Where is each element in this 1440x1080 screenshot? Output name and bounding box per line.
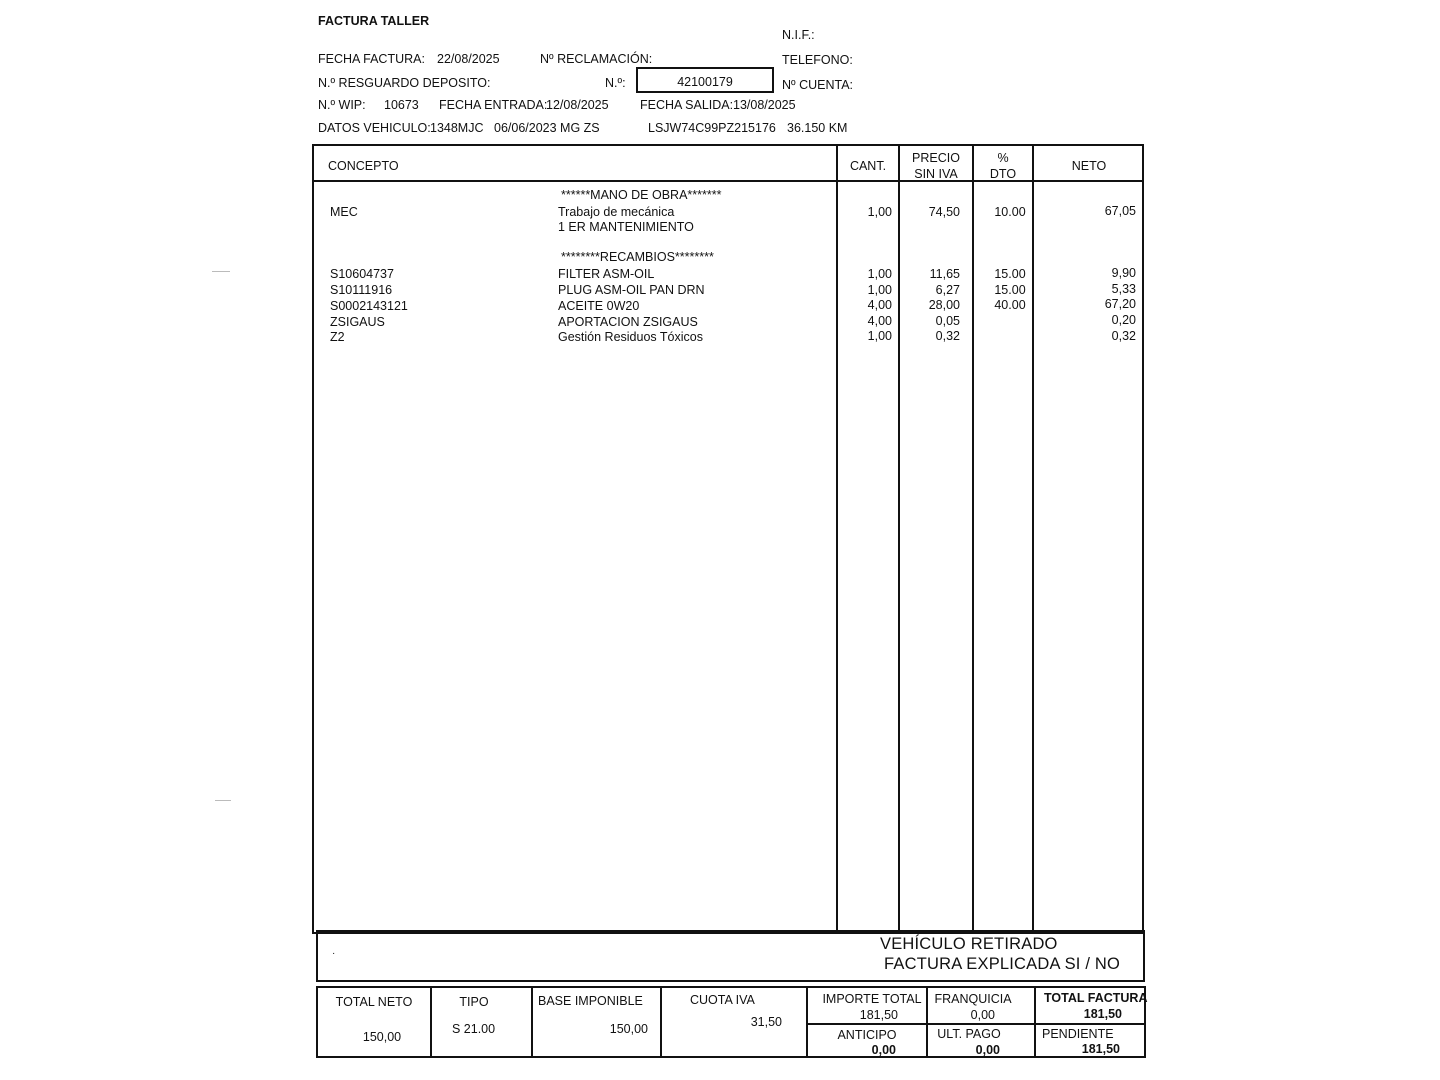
fecha-salida-value: 13/08/2025 — [733, 98, 796, 112]
col-divider — [836, 144, 838, 934]
numero-value: 42100179 — [677, 75, 733, 89]
part-desc: APORTACION ZSIGAUS — [558, 315, 698, 329]
wip-label: N.º WIP: — [318, 98, 366, 112]
telefono-label: TELEFONO: — [782, 53, 853, 67]
part-precio: 6,27 — [935, 283, 960, 297]
importe-total-value: 181,50 — [859, 1008, 898, 1022]
total-factura-value: 181,50 — [1083, 1007, 1122, 1021]
col-header-neto: NETO — [1071, 159, 1107, 173]
part-precio: 28,00 — [928, 298, 960, 312]
col-header-dto-2: DTO — [989, 167, 1017, 181]
part-code: Z2 — [330, 330, 345, 344]
part-desc: Gestión Residuos Tóxicos — [558, 330, 703, 344]
labor-desc-2: 1 ER MANTENIMIENTO — [558, 220, 694, 234]
scan-mark — [215, 800, 231, 801]
section-recambios: ********RECAMBIOS******** — [561, 250, 714, 264]
part-dto: 40.00 — [994, 298, 1026, 312]
items-table — [312, 144, 1144, 934]
ult-pago-label: ULT. PAGO — [937, 1027, 1001, 1041]
part-neto: 5,33 — [1111, 282, 1136, 296]
part-cant: 1,00 — [867, 267, 892, 281]
document-title: FACTURA TALLER — [318, 14, 430, 28]
part-code: S10111916 — [330, 283, 393, 297]
anticipo-value: 0,00 — [871, 1043, 896, 1057]
wip-value: 10673 — [384, 98, 419, 112]
base-imponible-label: BASE IMPONIBLE — [538, 994, 643, 1008]
labor-code: MEC — [330, 205, 358, 219]
col-header-precio-2: SIN IVA — [914, 167, 958, 181]
anticipo-label: ANTICIPO — [837, 1028, 897, 1042]
part-cant: 4,00 — [867, 314, 892, 328]
cuenta-label: Nº CUENTA: — [782, 78, 854, 92]
scan-mark — [212, 271, 230, 272]
tipo-label: TIPO — [459, 995, 489, 1009]
base-imponible-value: 150,00 — [609, 1022, 648, 1036]
numero-label: N.º: — [605, 76, 626, 90]
part-precio: 11,65 — [929, 267, 960, 281]
part-desc: ACEITE 0W20 — [558, 299, 640, 313]
franquicia-label: FRANQUICIA — [934, 992, 1012, 1006]
cuota-iva-label: CUOTA IVA — [690, 993, 755, 1007]
col-divider — [1032, 144, 1034, 934]
col-header-precio-1: PRECIO — [912, 151, 960, 165]
resguardo-label: N.º RESGUARDO DEPOSITO: — [318, 76, 491, 90]
part-cant: 1,00 — [867, 329, 892, 343]
part-neto: 0,32 — [1111, 329, 1136, 343]
part-neto: 9,90 — [1111, 266, 1136, 280]
nif-label: N.I.F.: — [782, 28, 815, 42]
col-divider — [898, 144, 900, 934]
fecha-entrada-label: FECHA ENTRADA: — [439, 98, 548, 112]
ult-pago-value: 0,00 — [975, 1043, 1000, 1057]
part-code: ZSIGAUS — [330, 315, 385, 329]
col-header-concepto: CONCEPTO — [328, 159, 399, 173]
pendiente-value: 181,50 — [1081, 1042, 1120, 1056]
part-neto: 67,20 — [1104, 297, 1136, 311]
part-desc: FILTER ASM-OIL — [558, 267, 655, 281]
col-header-cant: CANT. — [849, 159, 887, 173]
numero-box — [636, 67, 774, 93]
part-precio: 0,05 — [935, 314, 960, 328]
part-precio: 0,32 — [935, 329, 960, 343]
factura-explicada-text: FACTURA EXPLICADA SI / NO — [884, 955, 1121, 973]
fecha-entrada-value: 12/08/2025 — [546, 98, 609, 112]
part-code: S10604737 — [330, 267, 394, 281]
totals-row-divider — [806, 1023, 1146, 1025]
importe-total-label: IMPORTE TOTAL — [822, 992, 922, 1006]
tipo-value: S 21.00 — [452, 1022, 496, 1036]
notes-dot: · — [332, 948, 336, 959]
part-neto: 0,20 — [1111, 313, 1136, 327]
part-cant: 4,00 — [867, 298, 892, 312]
cuota-iva-value: 31,50 — [750, 1015, 782, 1029]
franquicia-value: 0,00 — [970, 1008, 995, 1022]
reclamacion-label: Nº RECLAMACIÓN: — [540, 52, 653, 66]
part-desc: PLUG ASM-OIL PAN DRN — [558, 283, 705, 297]
col-header-dto-1: % — [997, 151, 1009, 165]
pendiente-label: PENDIENTE — [1042, 1027, 1114, 1041]
total-factura-label: TOTAL FACTURA — [1044, 991, 1148, 1005]
fecha-factura-label: FECHA FACTURA: — [318, 52, 425, 66]
part-dto: 15.00 — [994, 267, 1026, 281]
section-mano-obra: ******MANO DE OBRA******* — [561, 188, 722, 202]
matricula-value: 1348MJC — [430, 121, 484, 135]
part-dto: 15.00 — [994, 283, 1026, 297]
fecha-factura-value: 22/08/2025 — [437, 52, 500, 66]
vehiculo-retirado-text: VEHÍCULO RETIRADO — [880, 935, 1058, 953]
labor-dto: 10.00 — [994, 205, 1026, 219]
fecha-salida-label: FECHA SALIDA: — [640, 98, 734, 112]
datos-vehiculo-label: DATOS VEHICULO: — [318, 121, 431, 135]
labor-neto: 67,05 — [1104, 204, 1136, 218]
total-neto-label: TOTAL NETO — [335, 995, 413, 1009]
part-code: S0002143121 — [330, 299, 408, 313]
bastidor-value: LSJW74C99PZ215176 — [648, 121, 776, 135]
part-cant: 1,00 — [867, 283, 892, 297]
labor-precio: 74,50 — [928, 205, 960, 219]
vehiculo-value: 06/06/2023 MG ZS — [494, 121, 600, 135]
labor-cant: 1,00 — [867, 205, 892, 219]
total-neto-value: 150,00 — [362, 1030, 402, 1044]
labor-desc: Trabajo de mecánica — [558, 205, 675, 219]
notes-box — [316, 930, 1145, 982]
kilometros-value: 36.150 KM — [787, 121, 848, 135]
col-divider — [972, 144, 974, 934]
